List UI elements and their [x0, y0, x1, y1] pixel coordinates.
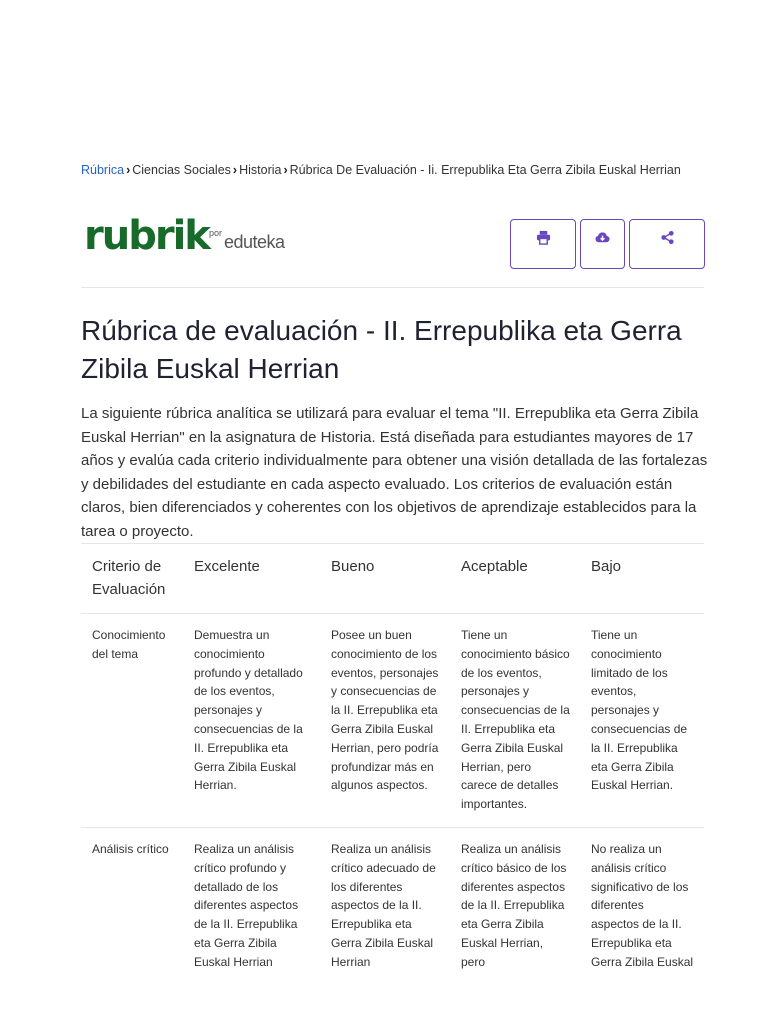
table-cell: Demuestra un conocimiento profundo y detallado de los eventos, personajes y consecuencias de la II. Errepublika eta Gerra Zibila Euskal Herrian.	[183, 614, 320, 828]
table-cell: Posee un buen conocimiento de los eventos, personajes y consecuencias de la II. Errepublika eta Gerra Zibila Euskal Herrian, pero podría profundizar más en algunos aspectos.	[320, 614, 450, 828]
logo-eduteka: eduteka	[224, 232, 285, 252]
share-button[interactable]	[629, 219, 705, 269]
header-bajo: Bajo	[580, 544, 704, 614]
table-cell: Tiene un conocimiento básico de los eventos, personajes y consecuencias de la II. Errepublika eta Gerra Zibila Euskal Herrian, pero carece de detalles importantes.	[450, 614, 580, 828]
table-row	[81, 614, 704, 828]
header-excelente: Excelente	[183, 544, 320, 614]
action-buttons	[510, 219, 705, 269]
chevron-right-icon: ›	[232, 163, 238, 177]
table-row	[81, 827, 704, 985]
breadcrumb-link-rubrica[interactable]: Rúbrica	[81, 163, 125, 177]
table-cell: Conocimiento del tema	[81, 614, 183, 828]
cloud-download-icon	[595, 230, 610, 245]
logo-rubrik: rubrik	[84, 213, 209, 259]
breadcrumb-item-historia[interactable]: Historia	[239, 163, 282, 177]
table-cell: Realiza un análisis crítico adecuado de los diferentes aspectos de la II. Errepublika eta Gerra Zibila Euskal Herrian	[320, 827, 450, 985]
page-title: Rúbrica de evaluación - II. Errepublika eta Gerra Zibila Euskal Herrian	[81, 315, 682, 384]
table-cell: Realiza un análisis crítico básico de los diferentes aspectos de la II. Errepublika eta Gerra Zibila Euskal Herrian, pero	[450, 827, 580, 985]
table-cell: Tiene un conocimiento limitado de los eventos, personajes y consecuencias de la II. Errepublika eta Gerra Zibila Euskal Herrian.	[580, 614, 704, 828]
chevron-right-icon: ›	[283, 163, 288, 177]
header-criterio: Criterio de Evaluación	[81, 544, 183, 614]
breadcrumb	[81, 163, 681, 177]
header-aceptable: Aceptable	[450, 544, 580, 614]
print-button[interactable]	[510, 219, 576, 269]
rubric-table	[81, 543, 704, 986]
header-bueno: Bueno	[320, 544, 450, 614]
table-cell: No realiza un análisis crítico significativo de los diferentes aspectos de la II. Errepublika eta Gerra Zibila Euskal	[580, 827, 704, 985]
chevron-right-icon: ›	[126, 163, 131, 177]
divider	[81, 287, 704, 288]
page-description: La siguiente rúbrica analítica se utilizará para evaluar el tema "II. Errepublika eta Gerra Zibila Euskal Herrian" en la asignatura de Historia. Está diseñada para estudiantes mayores de 17 años y evalúa cada criterio individualmente para obtener una visión detallada de las fortalezas y debilidades del estudiante en cada aspecto evaluado. Los criterios de evaluación están claros, bien diferenciados y coherentes con los objetivos de aprendizaje establecidos para la tarea o proyecto.	[81, 405, 708, 540]
breadcrumb-item-current: Rúbrica De Evaluación - Ii. Errepublika Eta Gerra Zibila Euskal Herrian	[289, 163, 681, 177]
print-icon	[536, 230, 551, 245]
table-cell: Análisis crítico	[81, 827, 183, 985]
table-cell: Realiza un análisis crítico profundo y detallado de los diferentes aspectos de la II. Errepublika eta Gerra Zibila Euskal Herrian	[183, 827, 320, 985]
viewport-bottom-mask	[0, 978, 768, 1024]
download-button[interactable]	[580, 219, 625, 269]
logo-por: por	[209, 228, 223, 238]
share-icon	[660, 230, 675, 245]
table-header-row	[81, 544, 704, 614]
breadcrumb-item-ciencias-sociales[interactable]: Ciencias Sociales	[132, 163, 231, 177]
